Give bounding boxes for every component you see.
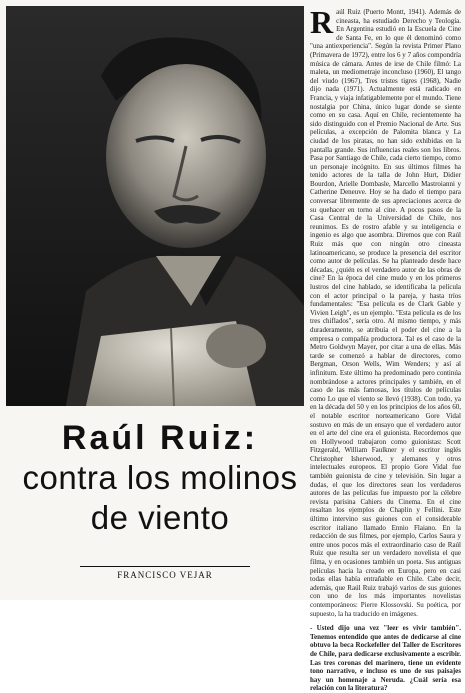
drop-cap: R	[310, 4, 334, 40]
headline-subtitle-line1: contra los molinos	[22, 459, 298, 496]
headline	[10, 418, 310, 538]
byline: FRANCISCO VEJAR	[80, 566, 250, 580]
portrait-photo	[6, 6, 304, 406]
headline-name: Raúl Ruiz:	[61, 419, 259, 457]
article-column	[310, 4, 461, 693]
headline-subtitle-line2: de viento	[90, 499, 230, 536]
interview-question: - Usted dijo una vez "leer es vivir también". Tenemos entendido que antes de dedicarse al cine obtuvo la beca Rockefeller del Taller de Escritores de Chile, para dedicarse exclusivamente a escribir. Las tres coronas del marinero, tiene un evidente tono narrativo, e incluso es uno de sus paisajes hay un homenaje a Neruda. ¿Cuál sería esa relación con la literatura?	[310, 624, 461, 693]
article-body: aúl Ruiz (Puerto Montt, 1941). Además de cineasta, ha estudiado Derecho y Teología. En Argentina estudió en la Escuela de Cine de Santa Fe, en lo que él denominó como "una antiexperiencia". Según la revista Primer Plano (Primavera de 1972), entre los 6 y 7 años compondría música de cámara. Antes de irse de Chile filmó: La maleta, un mediometraje inconcluso (1960), El tango del viudo (1967), Tres tristes tigres (1968), Nadie dijo nada (1971). Actualmente está radicado en Francia, y viaja infatigablemente por el mundo. Tiene nostalgia por China, único lugar donde se siente como en su casa. Aquí en Chile, recientemente ha sido distinguido con el Premio Nacional de Arte. Sus películas, a excepción de Palomita blanca y La ciudad de los piratas, no han sido exhibidas en la pantalla grande. Sus influencias reales son los libros. Pasa por Santiago de Chile, cada cierto tiempo, como un personaje incógnito. En sus últimos filmes ha tenido actores de la talla de John Hurt, Didier Bourdon, Arielle Dombasle, Marcello Mastroianni y Catherine Deneuve. Hoy se ha dado el tiempo para conversar libremente de sus apreciaciones acerca de su quehacer en torno al cine. A pocos pasos de la Casa Central de la Universidad de Chile, nos reunimos. Es de rostro afable y su inteligencia e ingenio es algo que asombra. Diremos que con Raúl Ruiz más que con ningún otro cineasta latinoamericano, se produce la presencia del escritor como autor de películas. Se ha planteado desde hace décadas, ¿quién es el verdadero autor de las obras de cine? En la época del cine mudo y en los primeros lustros del cine hablado, se identificaba la película con el actor principal o la pareja, y hasta tríos fundamentales: "Esa película es de Clark Gable y Vivien Leigh", es un ejemplo. "Esta película es de los tres chiflados", sería otro. Al mismo tiempo, y más duraderamente, se atribuía el poder del cine a la empresa o compañía productora. Tal es el caso de la Metro Goldwyn Mayer, por citar a una de ellas. Más tarde se comenzó a hablar de directores, como Bergman, Orson Wells, Wim Wenders; y así al infinitum. Este último ha predominado pero continúa nombrándose a actores principales y también, en el caso de las más famosas, los títulos de películas como Lo que el viento se llevó (1938). Con todo, ya en la década del 50 y en los principios de los años 60, el notable escritor norteamericano Gore Vidal sostuvo en más de un ensayo que el verdadero autor en el arte del cine era el guionista. Recordemos que en Hollywood trabajaron como guionistas: Scott Fitzgerald, William Faulkner y el escritor inglés Christopher Isherwood, y alemanes y otros intelectuales europeos. El propio Gore Vidal fue también guionista de cine y televisión. Sin lugar a dudas, el que los directores sean los verdaderos autores de las películas fue impuesto por la célebre revista parisina Cahiers du Cinema. En el cine resaltan los ejemplos de Chaplin y Fellini. Este último intervino sus guiones con el considerable escritor italiano llamado Ennio Flaiano. En la redacción de sus filmes, por ejemplo, Carlos Saura y entre unos pocos más el extraordinario caso de Raúl Ruiz que resulta ser un verdadero novelista el que filma, y en ocasiones también un poeta. Sus antiguas películas hacia la creado en Europa, pero en casi todas ellas había entrañable en Chile. Cabe decir, además, que Raúl Ruiz trabajó varios de sus guiones con uno de los más importantes novelistas contemporáneos: Pierre Klossovski. Su poética, por supuesto, la ha traducido en imágenes.	[310, 8, 461, 618]
